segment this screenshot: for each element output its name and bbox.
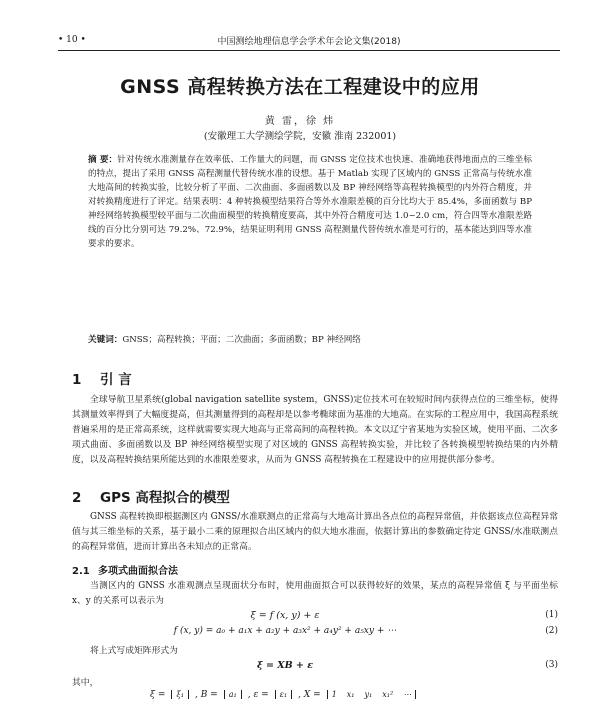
authors: 黄 雷，徐 炜 bbox=[264, 116, 336, 127]
x-matrix-cell: 1 bbox=[331, 690, 337, 699]
equation-3-number: (3) bbox=[545, 660, 558, 670]
section-2-paragraph: GNSS 高程转换即根据测区内 GNSS/水准联测点的正常高与大地高计算出各点位的高程异常值，并依据该点位高程异常值与其三维坐标的关系，基于最小二乘的原理拟合出区域内的似大地水准面，依据计算出的参数确定待定 GNSS/水准联测点的高程异常值，进而计算出各未知点的正常高。 bbox=[72, 512, 558, 552]
abstract bbox=[88, 153, 532, 251]
section-1-number: 1 bbox=[72, 372, 82, 388]
keywords-label: 关键词： bbox=[88, 335, 123, 345]
b-matrix-label: , B = bbox=[194, 690, 218, 700]
equation-1-number: (1) bbox=[545, 610, 558, 620]
section-1-title: 引 言 bbox=[100, 372, 132, 388]
keywords-text: GNSS；高程转换；平面；二次曲面；多面函数；BP 神经网络 bbox=[122, 335, 361, 345]
section-2-number: 2 bbox=[72, 490, 82, 506]
equation-1 bbox=[72, 610, 558, 624]
journal-title: 中国测绘地理信息学会学术年会论文集(2018) bbox=[217, 36, 401, 47]
section-2-title: GPS 高程拟合的模型 bbox=[100, 490, 230, 506]
keywords bbox=[88, 333, 532, 347]
abstract-label: 摘 要： bbox=[88, 155, 118, 165]
equation-1-body: ξ = f (x, y) + ε bbox=[250, 610, 320, 621]
x-matrix-cell: y₁ bbox=[364, 690, 373, 699]
equation-3 bbox=[72, 660, 558, 674]
paper-title: GNSS 高程转换方法在工程建设中的应用 bbox=[120, 76, 480, 98]
equation-2-number: (2) bbox=[545, 626, 558, 636]
section-2-1-paragraph: 当测区内的 GNSS 水准观测点呈现面状分布时，使用曲面拟合可以获得较好的效果，某点的高程异常值 ξ 与平面坐标 x、y 的关系可以表示为 bbox=[72, 581, 558, 606]
x-matrix-cell: x₁ bbox=[346, 690, 355, 699]
section-2-1-title: 多项式曲面拟合法 bbox=[98, 566, 178, 577]
x-matrix-cell: x₁² bbox=[382, 690, 394, 699]
x-matrix-cell: ⋯ bbox=[403, 690, 412, 699]
header-rule bbox=[58, 50, 560, 51]
section-1-heading bbox=[72, 368, 132, 388]
xi-matrix-entry: ξ₁ bbox=[171, 690, 189, 699]
abstract-text: 针对传统水准测量存在效率低、工作量大的问题，而 GNSS 定位技术也快速、准确地获得地面点的三维坐标的特点，提出了采用 GNSS 高程测量代替传统水准的设想。基于 Matlab 实现了区域内的 GNSS 正常高与传统水准大地高间的转换实验，比较分析了平面、二次曲面、多面函数以及 BP 神经网络等高程转换模型的内外符合精度，并对转换精度进行了评定。结果表明：4 种转换模型结果符合等外水准限差模的百分比均大于 85.4%，多面函数与 BP 神经网络转换模型较平面与二次曲面模型的转换精度要高，其中外符合精度可达 1.0~2.0 cm，符合四等水准限差路线的百分比分别可达 79.2%、72.9%，结果证明利用 GNSS 高程测量代替传统水准是可行的，基本能达到四等水准要求的要求。 bbox=[88, 155, 532, 249]
page-number: • 10 • bbox=[58, 35, 86, 45]
section-1-paragraph: 全球导航卫星系统(global navigation satellite system，GNSS)定位技术可在较短时间内获得点位的三维坐标，使得其测量效率得到了大幅度提高，但其测量得到的高程却是以参考椭球面为基准的大地高。在实际的工程应用中，我国高程系统普遍采用的是正常高系统，这样就需要实现大地高与正常高间的高程转换。本文以辽宁省某地为实验区域，使用平面、二次多项式曲面、多面函数以及 BP 神经网络模型实现了对区域的 GNSS 高程转换实验，并比较了各转换模型转换结果的内外精度，以及高程转换结果所能达到的水准限差要求，从而为 GNSS 高程转换在工程建设中的应用提供部分参考。 bbox=[72, 395, 558, 465]
section-2-heading bbox=[72, 486, 230, 506]
matrix-definitions bbox=[150, 690, 450, 708]
e-matrix-label: , ε = bbox=[247, 690, 269, 700]
x-matrix-first-row bbox=[327, 690, 416, 699]
section-2-1-heading bbox=[72, 562, 178, 577]
x-matrix-label: , X = bbox=[298, 690, 321, 700]
equation-2-body: f (x, y) = a₀ + a₁x + a₂y + a₃x² + a₄y² + a₅xy + ⋯ bbox=[173, 626, 397, 636]
running-header bbox=[58, 32, 560, 48]
section-2-1-number: 2.1 bbox=[72, 566, 90, 577]
where-label: 其中， bbox=[72, 678, 99, 688]
b-matrix-entry: a₁ bbox=[224, 690, 242, 699]
equation-3-body: ξ = XB + ε bbox=[257, 660, 313, 671]
affiliation: (安徽理工大学测绘学院，安徽 淮南 232001) bbox=[203, 131, 397, 142]
equation-2 bbox=[72, 626, 558, 640]
e-matrix-entry: ε₁ bbox=[275, 690, 293, 699]
xi-matrix-label: ξ = bbox=[150, 690, 166, 700]
matrix-form-intro: 将上式写成矩阵形式为 bbox=[90, 646, 178, 656]
